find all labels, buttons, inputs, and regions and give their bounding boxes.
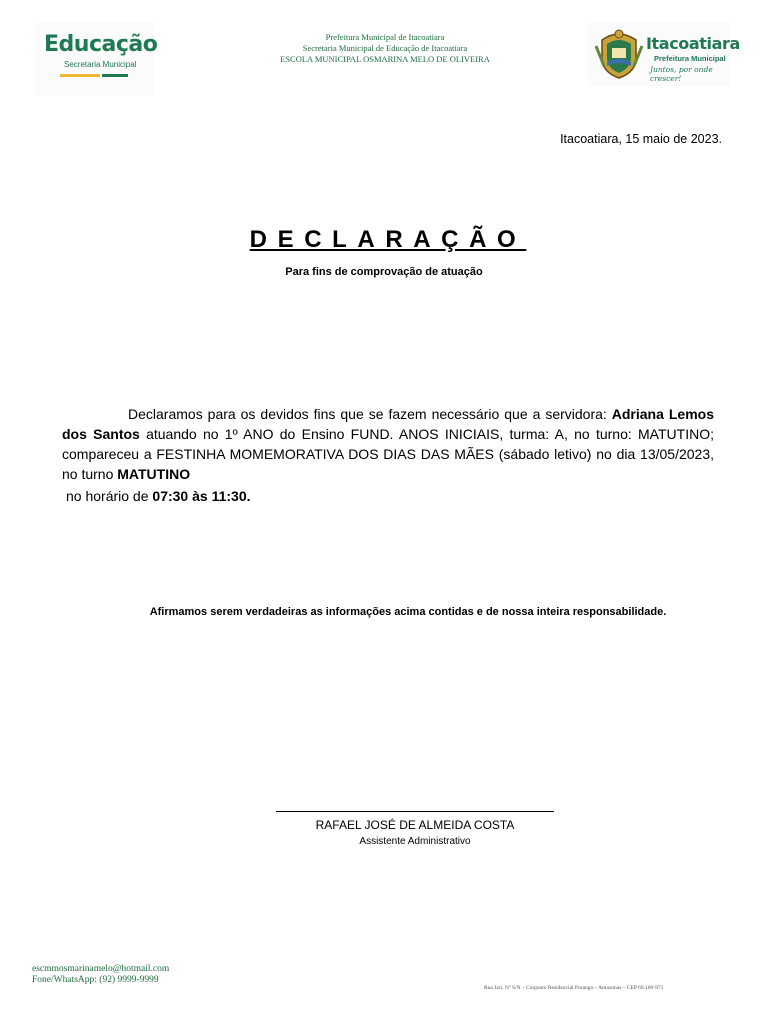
logo-yellow-bar	[60, 74, 100, 77]
signatory-role: Assistente Administrativo	[359, 836, 471, 847]
education-logo-subtitle: Secretaria Municipal	[64, 60, 137, 69]
footer-address: Rua Jari, Nº S/N – Conjunto Residencial Poranga – Amazonas – CEP 69.100-971	[484, 985, 664, 991]
city-logo	[588, 22, 740, 86]
document-subtitle: Para fins de comprovação de atuação	[285, 266, 483, 278]
declaration-intro: Declaramos para os devidos fins que se fazem necessário que a servidora:	[128, 406, 612, 422]
employee-name: Adriana Lemos dos Santos	[62, 406, 714, 442]
document-date: Itacoatiara, 15 maio de 2023.	[560, 132, 722, 146]
schedule-hours: 07:30 às 11:30.	[152, 488, 251, 504]
footer-phone: Fone/WhatsApp: (92) 9999-9999	[32, 975, 159, 985]
education-logo	[36, 22, 158, 96]
city-logo-subtitle: Prefeitura Municipal	[654, 54, 726, 63]
education-logo-brand: Educação	[44, 32, 158, 57]
letterhead-school: ESCOLA MUNICIPAL OSMARINA MELO DE OLIVEIRA	[280, 54, 490, 64]
shift-name: MATUTINO	[117, 466, 191, 482]
footer-contact	[32, 964, 169, 986]
affirmation-statement: Afirmamos serem verdadeiras as informações acima contidas e de nossa inteira responsabilidade.	[149, 606, 667, 618]
signature-line	[276, 811, 554, 812]
letterhead-prefeitura: Prefeitura Municipal de Itacoatiara	[325, 32, 445, 42]
declaration-details: atuando no 1º ANO do Ensino FUND. ANOS INICIAIS, turma: A, no turno: MATUTINO; compareceu a FESTINHA MOMEMORATIVA DOS DIAS DAS MÃES (sábado letivo) no dia 13/05/2023, no turno	[62, 426, 714, 482]
city-logo-name: Itacoatiara	[646, 34, 740, 53]
declaration-paragraph	[62, 404, 714, 484]
logo-green-bar	[102, 74, 128, 77]
document-title: DECLARAÇÃO	[249, 226, 527, 253]
city-crest-icon	[594, 26, 644, 80]
schedule-line	[66, 488, 251, 504]
letterhead-institution-block	[240, 32, 530, 65]
footer-email: escmmosmarinamelo@hotmail.com	[32, 964, 170, 974]
letterhead-secretaria: Secretaria Municipal de Educação de Itacoatiara	[302, 43, 468, 53]
city-logo-slogan: Juntos, por onde crescer!	[650, 65, 713, 83]
signatory-name: RAFAEL JOSÉ DE ALMEIDA COSTA	[315, 818, 515, 832]
schedule-prefix: no horário de	[66, 488, 153, 504]
